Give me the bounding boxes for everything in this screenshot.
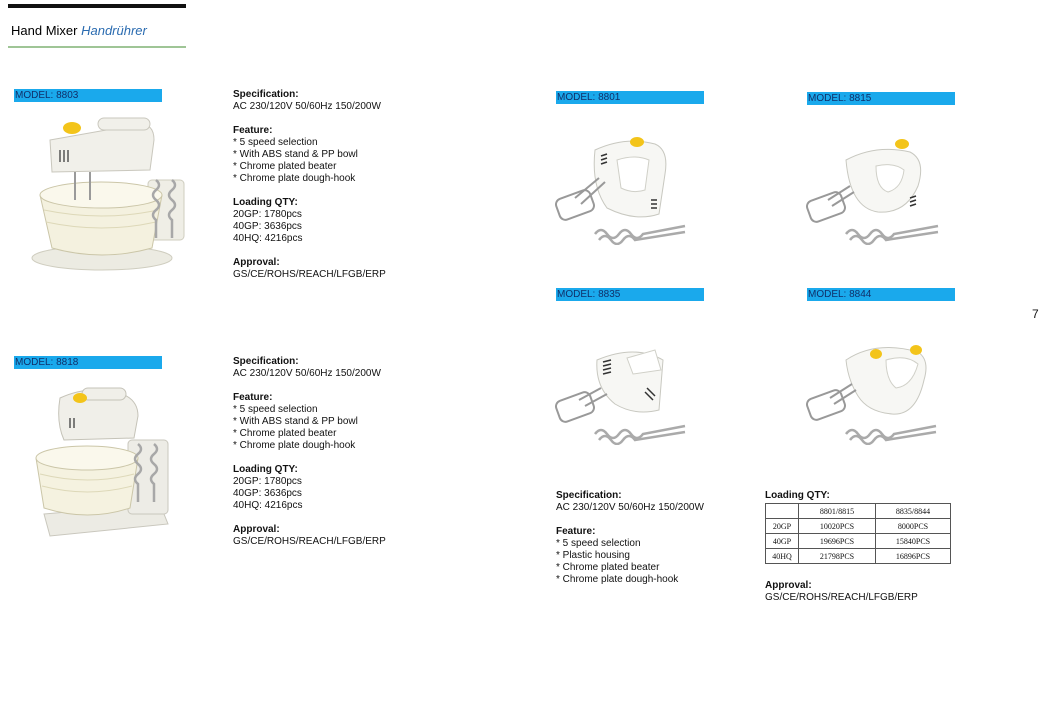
- spec-block-8818: [233, 356, 386, 548]
- approval-heading: Approval:: [233, 524, 280, 535]
- table-row: [766, 534, 951, 549]
- table-header-cell: [766, 504, 799, 519]
- model-label-8835: MODEL: 8835: [556, 288, 704, 301]
- approval-heading: Approval:: [233, 257, 280, 268]
- table-cell: 16896PCS: [876, 549, 951, 564]
- approval-value: GS/CE/ROHS/REACH/LFGB/ERP: [233, 269, 386, 280]
- title-underline: [8, 46, 186, 48]
- qty-item: 40GP: 3636pcs: [233, 488, 302, 499]
- table-cell: 40HQ: [766, 549, 799, 564]
- feature-item: * With ABS stand & PP bowl: [233, 149, 358, 160]
- qty-item: 40GP: 3636pcs: [233, 221, 302, 232]
- feature-item: * 5 speed selection: [556, 538, 641, 549]
- feature-heading: Feature:: [233, 392, 273, 403]
- model-label-8803: MODEL: 8803: [14, 89, 162, 102]
- table-cell: 40GP: [766, 534, 799, 549]
- feature-item: * Chrome plate dough-hook: [233, 173, 356, 184]
- feature-heading: Feature:: [233, 125, 273, 136]
- feature-item: * 5 speed selection: [233, 404, 318, 415]
- hand-mixer-approval-block: [765, 580, 918, 604]
- approval-value: GS/CE/ROHS/REACH/LFGB/ERP: [765, 592, 918, 603]
- title-german: Handrührer: [81, 23, 147, 38]
- qty-item: 20GP: 1780pcs: [233, 209, 302, 220]
- page-title: [11, 23, 147, 38]
- stand-mixer-8803-image: [30, 110, 190, 275]
- qty-item: 20GP: 1780pcs: [233, 476, 302, 487]
- hand-mixer-8815-image: [806, 130, 941, 245]
- table-row: [766, 549, 951, 564]
- title-english: Hand Mixer: [11, 23, 78, 38]
- table-cell: 21798PCS: [799, 549, 876, 564]
- hand-mixer-8801-image: [555, 130, 690, 245]
- stand-mixer-8818-image: [30, 382, 175, 542]
- model-label-8844: MODEL: 8844: [807, 288, 955, 301]
- spec-value: AC 230/120V 50/60Hz 150/200W: [233, 368, 381, 379]
- feature-item: * Chrome plated beater: [556, 562, 660, 573]
- model-label-8818: MODEL: 8818: [14, 356, 162, 369]
- spec-heading: Specification:: [556, 490, 622, 501]
- table-cell: 15840PCS: [876, 534, 951, 549]
- feature-item: * Chrome plated beater: [233, 161, 337, 172]
- qty-item: 40HQ: 4216pcs: [233, 233, 303, 244]
- approval-value: GS/CE/ROHS/REACH/LFGB/ERP: [233, 536, 386, 547]
- feature-item: * Chrome plate dough-hook: [556, 574, 679, 585]
- table-cell: 20GP: [766, 519, 799, 534]
- spec-block-8803: [233, 89, 386, 281]
- hand-mixer-8835-image: [555, 330, 690, 445]
- feature-item: * Chrome plate dough-hook: [233, 440, 356, 451]
- hand-mixer-qty-heading-block: [765, 490, 830, 502]
- feature-item: * Plastic housing: [556, 550, 630, 561]
- table-row: [766, 519, 951, 534]
- spec-value: AC 230/120V 50/60Hz 150/200W: [233, 101, 381, 112]
- feature-item: * With ABS stand & PP bowl: [233, 416, 358, 427]
- qty-heading: Loading QTY:: [765, 490, 830, 501]
- table-header-row: [766, 504, 951, 519]
- feature-heading: Feature:: [556, 526, 596, 537]
- hand-mixer-8844-image: [806, 330, 941, 445]
- table-header-cell: 8835/8844: [876, 504, 951, 519]
- page-number: 7: [1032, 307, 1039, 321]
- table-header-cell: 8801/8815: [799, 504, 876, 519]
- loading-qty-table: [765, 503, 951, 564]
- feature-item: * Chrome plated beater: [233, 428, 337, 439]
- header-top-rule: [8, 4, 186, 8]
- table-cell: 19696PCS: [799, 534, 876, 549]
- model-label-8801: MODEL: 8801: [556, 91, 704, 104]
- spec-heading: Specification:: [233, 89, 299, 100]
- qty-heading: Loading QTY:: [233, 197, 298, 208]
- model-label-8815: MODEL: 8815: [807, 92, 955, 105]
- qty-item: 40HQ: 4216pcs: [233, 500, 303, 511]
- table-cell: 10020PCS: [799, 519, 876, 534]
- spec-value: AC 230/120V 50/60Hz 150/200W: [556, 502, 704, 513]
- hand-mixer-spec-block: [556, 490, 704, 586]
- feature-item: * 5 speed selection: [233, 137, 318, 148]
- table-cell: 8000PCS: [876, 519, 951, 534]
- approval-heading: Approval:: [765, 580, 812, 591]
- qty-heading: Loading QTY:: [233, 464, 298, 475]
- spec-heading: Specification:: [233, 356, 299, 367]
